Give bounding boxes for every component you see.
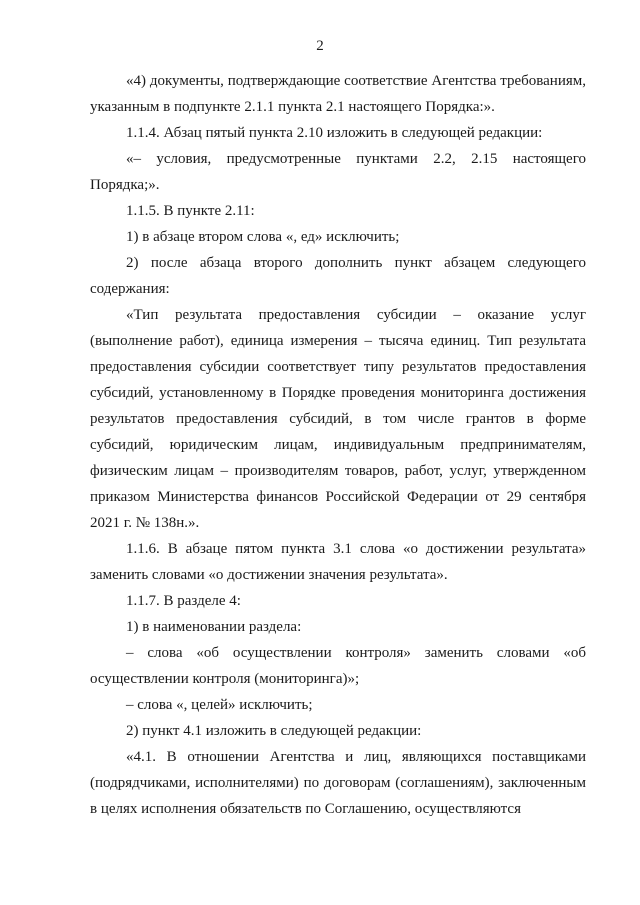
paragraph-replace-words: – слова «об осуществлении контроля» заменить словами «об осуществлении контроля (мониторинга)»;	[90, 645, 586, 687]
paragraph-item-4-1: 2) пункт 4.1 изложить в следующей редакции:	[126, 723, 422, 739]
paragraph-1-1-7: 1.1.7. В разделе 4:	[126, 593, 241, 609]
paragraph-conditions: «– условия, предусмотренные пунктами 2.2, 2.15 настоящего Порядка;».	[90, 151, 586, 193]
page-number: 2	[316, 38, 324, 54]
paragraph-section-title: 1) в наименовании раздела:	[126, 619, 302, 635]
paragraph-1-1-4: 1.1.4. Абзац пятый пункта 2.10 изложить в следующей редакции:	[126, 125, 543, 141]
paragraph-item-1-exclude: 1) в абзаце втором слова «, ед» исключить;	[126, 229, 400, 245]
paragraph-item-4-documents: «4) документы, подтверждающие соответствие Агентства требованиям, указанным в подпункте 2.1.1 пункта 2.1 настоящего Порядка:».	[90, 73, 586, 115]
paragraph-1-1-5: 1.1.5. В пункте 2.11:	[126, 203, 255, 219]
paragraph-item-2-supplement: 2) после абзаца второго дополнить пункт абзацем следующего содержания:	[90, 255, 586, 297]
paragraph-1-1-6: 1.1.6. В абзаце пятом пункта 3.1 слова «о достижении результата» заменить словами «о достижении значения результата».	[90, 541, 586, 583]
paragraph-result-type: «Тип результата предоставления субсидии – оказание услуг (выполнение работ), единица измерения – тысяча единиц. Тип результата предоставления субсидии соответствует типу результатов предоставления субсидий, установленному в Порядке проведения мониторинга достижения результатов предоставления субсидий, в том числе грантов в форме субсидий, юридическим лицам, индивидуальным предпринимателям, физическим лицам – производителям товаров, работ, услуг, утвержденном приказом Министерства финансов Российской Федерации от 29 сентября 2021 г. № 138н.».	[90, 307, 586, 531]
paragraph-exclude-goals: – слова «, целей» исключить;	[126, 697, 313, 713]
paragraph-4-1-text: «4.1. В отношении Агентства и лиц, являющихся поставщиками (подрядчиками, исполнителями) по договорам (соглашениям), заключенным в целях исполнения обязательств по Соглашению, осуществляются	[90, 749, 586, 817]
document-body	[90, 68, 586, 822]
